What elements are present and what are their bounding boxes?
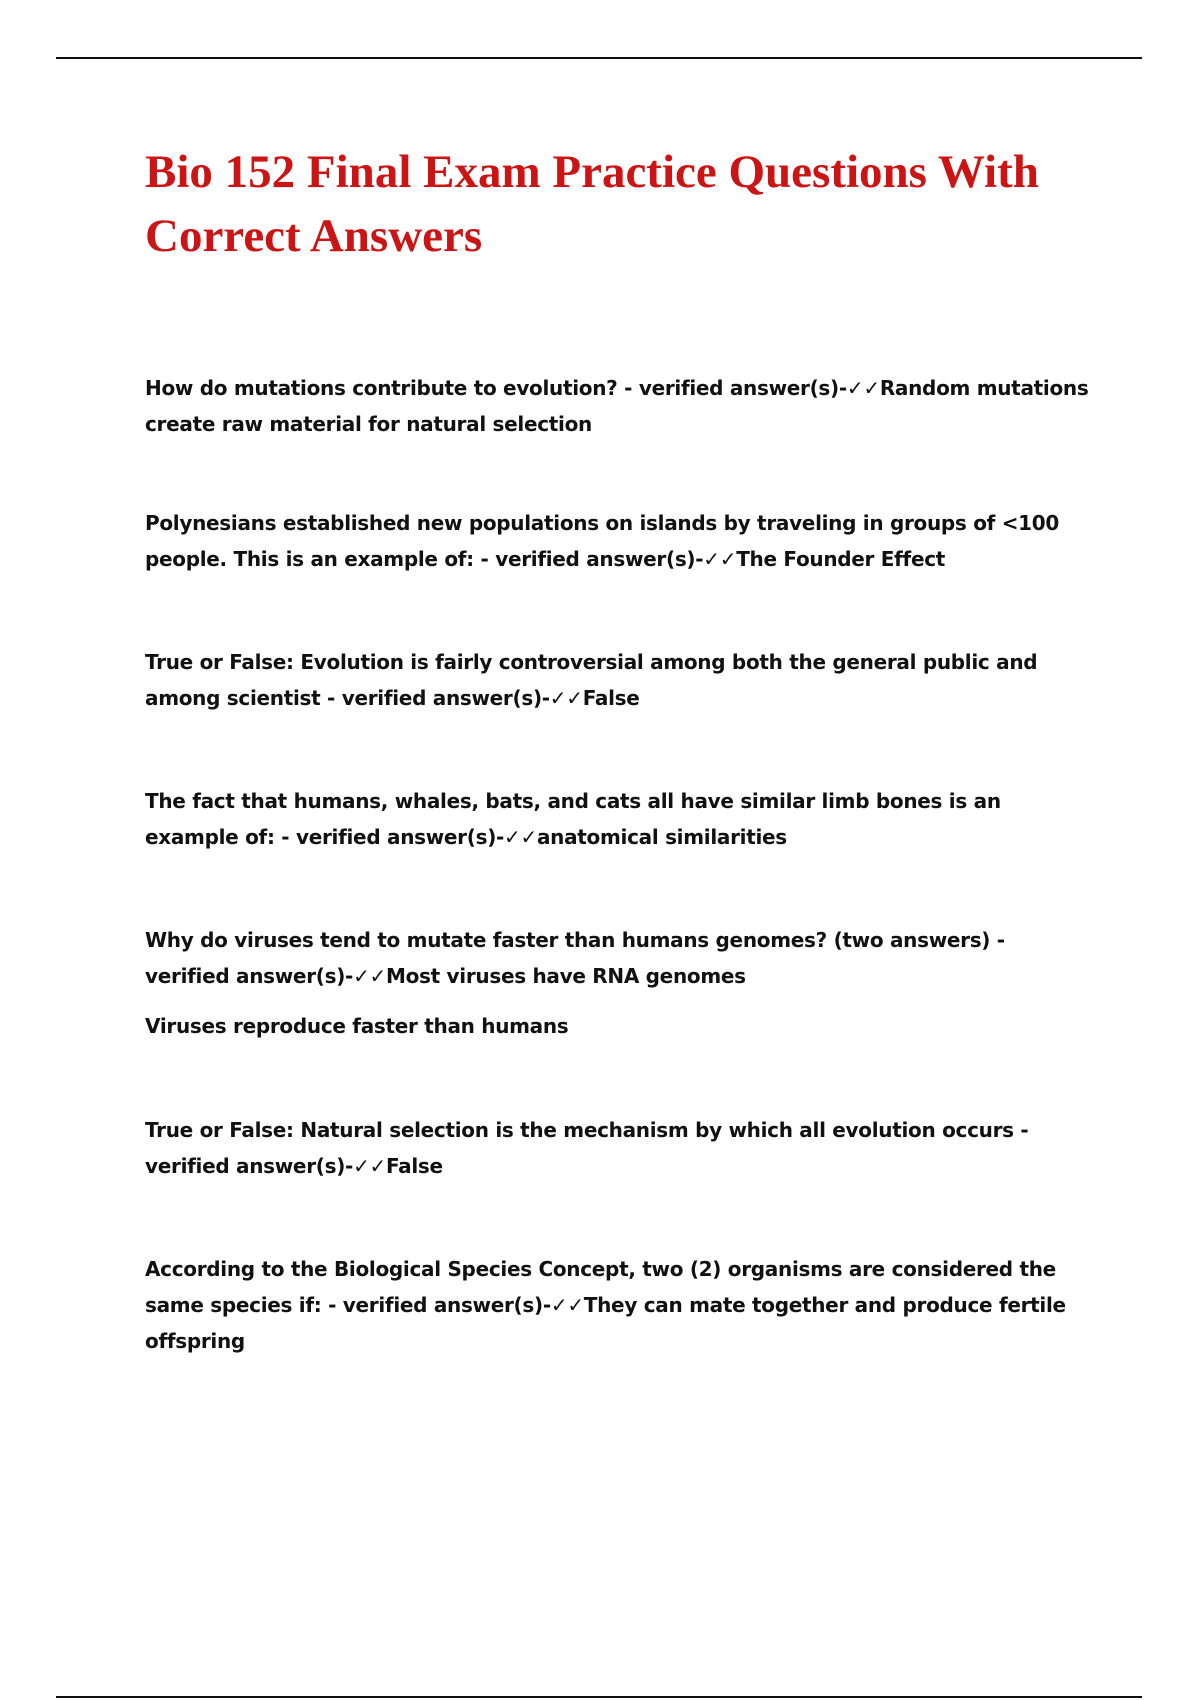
verified-label: verified answer(s)- [495,547,704,571]
answer-text: They can mate together and produce fertile offspring [145,1293,1066,1353]
verified-label: verified answer(s)- [295,825,505,849]
double-check-icon: ✓✓ [550,1293,584,1317]
verified-label: verified answer(s)- [638,376,847,400]
double-check-icon: ✓✓ [846,376,880,400]
qa-item-5 [145,922,1095,1044]
answer-text: False [385,1154,443,1178]
double-check-icon: ✓✓ [353,1154,386,1178]
bottom-rule [56,1696,1142,1698]
question-text: Polynesians established new populations on islands by traveling in groups of <100 people. This is an example of: - [145,511,1060,571]
question-text: True or False: Natural selection is the mechanism by which all evolution occurs - [145,1118,1029,1142]
qa-item-2 [145,505,1095,577]
qa-item-7 [145,1251,1095,1359]
qa-item-1 [145,370,1095,442]
answer-text: anatomical similarities [536,825,787,849]
qa-item-3 [145,644,1095,716]
double-check-icon: ✓✓ [703,547,737,571]
question-text: The fact that humans, whales, bats, and cats all have similar limb bones is an example of: - [145,789,1001,849]
document-title: Bio 152 Final Exam Practice Questions With Correct Answers [145,146,1039,262]
verified-label: verified answer(s)- [145,1154,354,1178]
answer-text: Most viruses have RNA genomes [385,964,746,988]
qa-item-6 [145,1112,1095,1184]
answer-extra-text: Viruses reproduce faster than humans [145,1014,569,1038]
answer-text: False [582,686,640,710]
double-check-icon: ✓✓ [353,964,386,988]
double-check-icon: ✓✓ [504,825,537,849]
verified-label: verified answer(s)- [342,1293,551,1317]
top-rule [56,57,1142,59]
verified-label: verified answer(s)- [145,964,354,988]
question-text: According to the Biological Species Concept, two (2) organisms are considered the same species if: - [145,1257,1056,1317]
double-check-icon: ✓✓ [549,686,583,710]
qa-item-4 [145,783,1095,855]
answer-text: Random mutations create raw material for natural selection [145,376,1089,436]
question-text: True or False: Evolution is fairly controversial among both the general public and among scientist - [145,650,1038,710]
verified-label: verified answer(s)- [341,686,550,710]
question-text: Why do viruses tend to mutate faster than humans genomes? (two answers) - [145,928,1005,952]
question-text: How do mutations contribute to evolution? - [145,376,633,400]
answer-text: The Founder Effect [736,547,946,571]
